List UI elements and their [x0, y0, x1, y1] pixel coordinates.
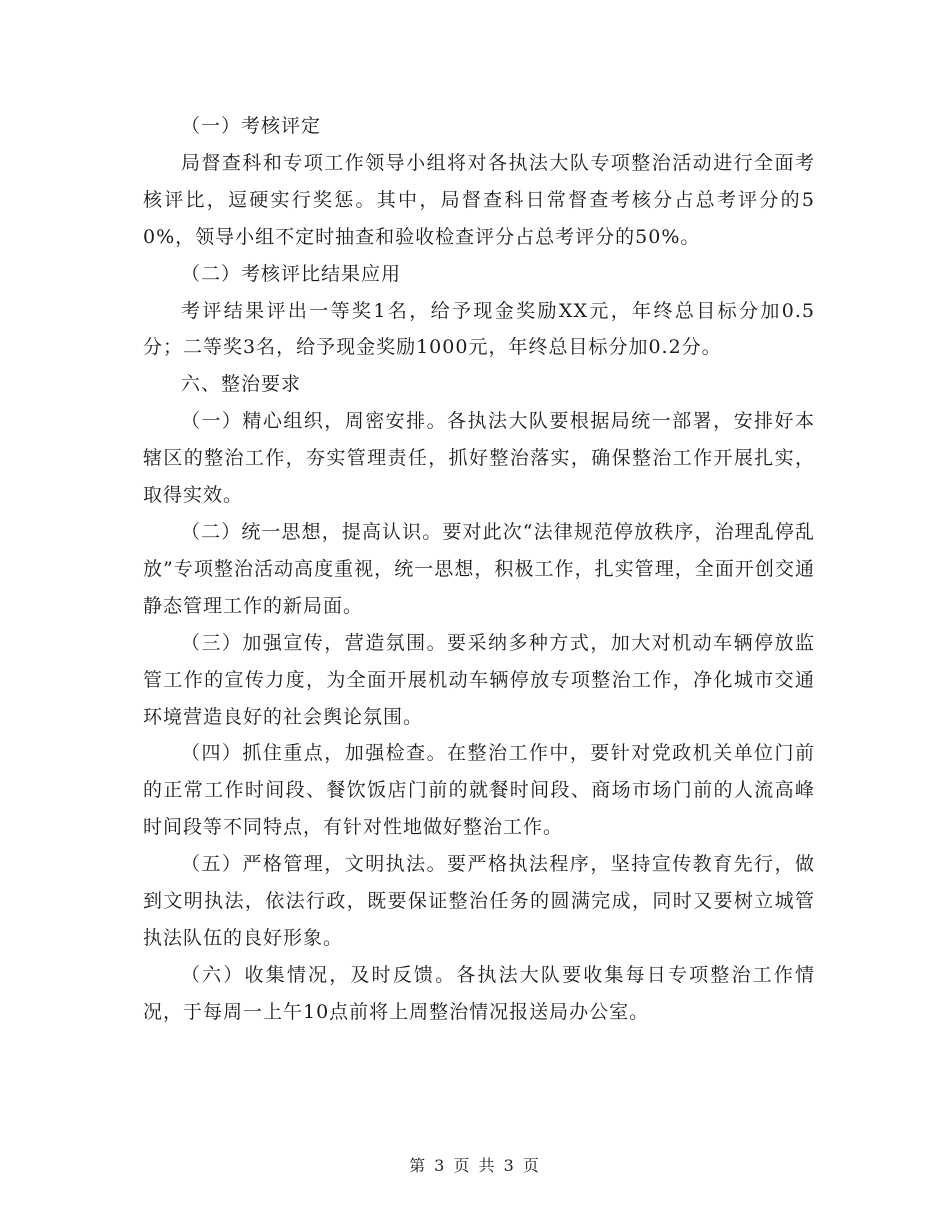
section-heading-requirements: 六、整治要求	[181, 373, 302, 396]
paragraph-requirement-5: （五）严格管理，文明执法。要严格执法程序，坚持宣传教育先行，做到文明执法，依法行政，既要保证整治任务的圆满完成，同时又要树立城管执法队伍的良好形象。	[143, 853, 815, 949]
paragraph-requirement-6: （六）收集情况，及时反馈。各执法大队要收集每日专项整治工作情况，于每周一上午10点前将上周整治情况报送局办公室。	[143, 963, 815, 1023]
paragraph-requirement-2: （二）统一思想，提高认识。要对此次“法律规范停放秩序，治理乱停乱放”专项整治活动高度重视，统一思想，积极工作，扎实管理，全面开创交通静态管理工作的新局面。	[143, 520, 815, 617]
paragraph-result-application: 考评结果评出一等奖1名，给予现金奖励XX元，年终总目标分加0.5分；二等奖3名，给予现金奖励1000元，年终总目标分加0.2分。	[143, 299, 815, 359]
document-body	[143, 108, 815, 1031]
paragraph-requirement-3: （三）加强宣传，营造氛围。要采纳多种方式，加大对机动车辆停放监管工作的宣传力度，为全面开展机动车辆停放专项整治工作，净化城市交通环境营造良好的社会舆论氛围。	[143, 631, 815, 728]
paragraph-requirement-4: （四）抓住重点，加强检查。在整治工作中，要针对党政机关单位门前的正常工作时间段、餐饮饭店门前的就餐时间段、商场市场门前的人流高峰时间段等不同特点，有针对性地做好整治工作。	[143, 742, 815, 839]
paragraph-requirement-1: （一）精心组织，周密安排。各执法大队要根据局统一部署，安排好本辖区的整治工作，夯实管理责任，抓好整治落实，确保整治工作开展扎实，取得实效。	[143, 410, 815, 507]
heading-result-application: （二）考核评比结果应用	[181, 262, 402, 285]
paragraph-assessment: 局督查科和专项工作领导小组将对各执法大队专项整治活动进行全面考核评比，逗硬实行奖惩。其中，局督查科日常督查考核分占总考评分的50%，领导小组不定时抽查和验收检查评分占总考评分的50%。	[143, 151, 815, 248]
heading-assessment: （一）考核评定	[181, 115, 322, 137]
page-number-footer: 第 3 页 共 3 页	[409, 1156, 541, 1175]
